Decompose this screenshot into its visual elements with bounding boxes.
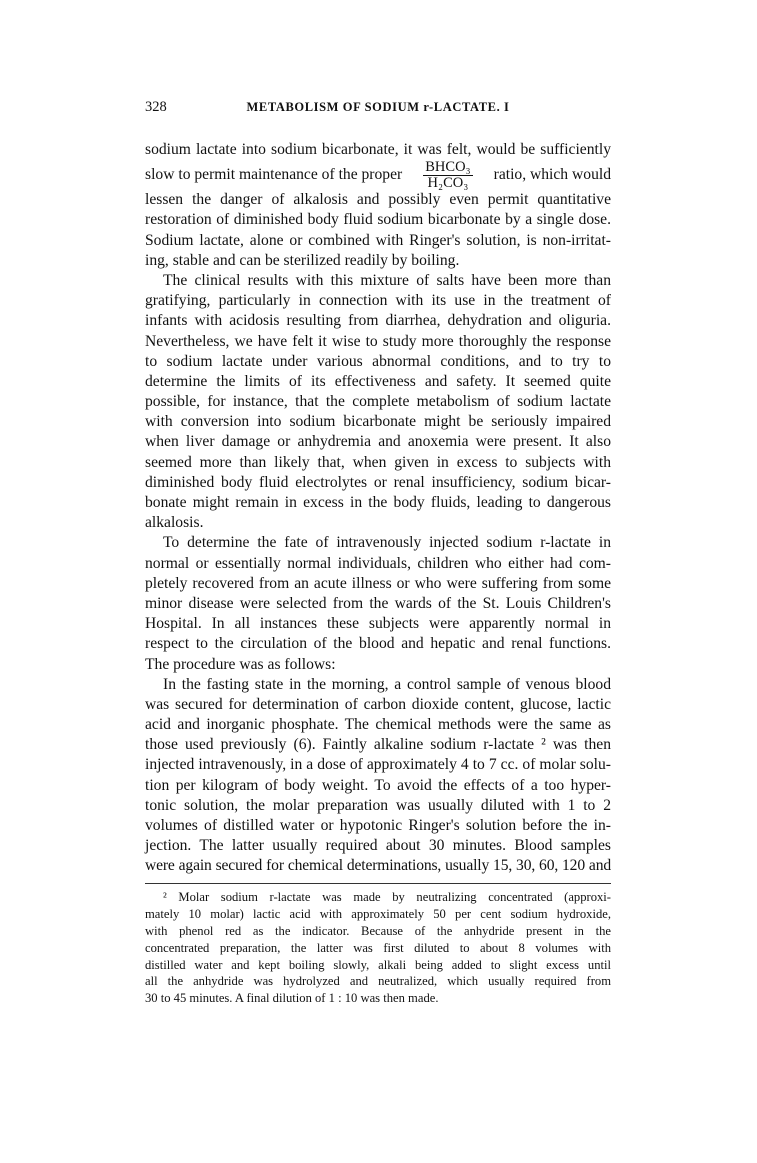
text-segment: slow to permit maintenance of the proper (145, 166, 403, 184)
text-line: normal or essentially normal individuals, children who either had com- (145, 554, 611, 572)
text-line: infants with acidosis resulting from diarrhea, dehydration and oliguria. (145, 312, 611, 330)
text-line: seemed more than likely that, when given in excess to subjects with (145, 453, 611, 471)
paragraph-2 (145, 271, 611, 533)
text-line: minor disease were selected from the wards of the St. Louis Children's (145, 594, 611, 612)
text-line: lessen the danger of alkalosis and possibly even permit quantitative (145, 191, 611, 209)
text-line: In the fasting state in the morning, a control sample of venous blood (163, 675, 611, 693)
text-line: with phenol red as the indicator. Because of the anhydride present in the (145, 923, 611, 938)
text-line: respect to the circulation of the blood and hepatic and renal functions. (145, 635, 611, 653)
text-line: to sodium lactate under various abnormal conditions, and to try to (145, 352, 611, 370)
text-line: determine the limits of its effectiveness and safety. It seemed quite (145, 372, 611, 390)
body-text (145, 140, 611, 877)
text-line: all the anhydride was hydrolyzed and neutralized, which usually required from (145, 974, 611, 989)
text-line: alkalosis. (145, 514, 204, 532)
text-line: distilled water and kept boiling slowly, alkali being added to slight excess until (145, 957, 611, 972)
text-line: restoration of diminished body fluid sodium bicarbonate by a single dose. (145, 211, 611, 229)
text-line: sodium lactate into sodium bicarbonate, it was felt, would be sufficiently (145, 141, 611, 158)
text-line: acid and inorganic phosphate. The chemical methods were the same as (145, 716, 611, 734)
text-line: tonic solution, the molar preparation was usually diluted with 1 to 2 (145, 796, 611, 814)
page-number: 328 (145, 99, 167, 115)
text-line: Nevertheless, we have felt it wise to study more thoroughly the response (145, 332, 611, 350)
text-segment: ratio, which would (493, 166, 611, 184)
text-line: concentrated preparation, the latter was first diluted to about 8 volumes with (145, 940, 611, 955)
text-line: diminished body fluid electrolytes or renal insufficiency, sodium bicar- (145, 473, 611, 491)
text-line: when liver damage or anhydremia and anoxemia were present. It also (145, 433, 611, 451)
text-line: volumes of distilled water or hypotonic Ringer's solution before the in- (145, 817, 611, 834)
running-header (145, 97, 611, 117)
text-line: was secured for determination of carbon dioxide content, glucose, lactic (145, 695, 611, 713)
text-line: those used previously (6). Faintly alkaline sodium r-lactate ² was then (145, 736, 611, 754)
text-line: injected intravenously, in a dose of approximately 4 to 7 cc. of molar solu- (145, 756, 611, 774)
text-line: bonate might remain in excess in the body fluids, leading to dangerous (145, 494, 611, 511)
text-line-with-fraction (145, 160, 611, 190)
footnote (145, 889, 611, 1007)
text-line: were again secured for chemical determinations, usually 15, 30, 60, 120 and (145, 857, 611, 875)
ratio-fraction (423, 160, 472, 190)
running-title: METABOLISM OF SODIUM r-LACTATE. I (246, 100, 510, 114)
fraction-numerator: BHCO₃ (425, 159, 471, 176)
text-line: with conversion into sodium bicarbonate might be seriously impaired (145, 413, 611, 431)
text-line: Sodium lactate, alone or combined with Ringer's solution, is non-irritat- (145, 231, 611, 249)
text-line: mately 10 molar) lactic acid with approximately 50 per cent sodium hydroxide, (145, 906, 611, 921)
text-line: jection. The latter usually required about 30 minutes. Blood samples (145, 837, 611, 855)
text-line: 30 to 45 minutes. A final dilution of 1 : 10 was then made. (145, 991, 439, 1006)
text-line: tion per kilogram of body weight. To avoid the effects of a too hyper- (145, 776, 611, 794)
text-line: gratifying, particularly in connection with its use in the treatment of (145, 292, 611, 310)
text-line: pletely recovered from an acute illness or who were suffering from some (145, 574, 611, 592)
paragraph-4 (145, 675, 611, 877)
paragraph-1 (145, 190, 611, 271)
text-line: ² Molar sodium r-lactate was made by neutralizing concentrated (approxi- (163, 890, 611, 904)
fraction-denominator: H₂CO₃ (427, 174, 469, 191)
text-line: ing, stable and can be sterilized readily by boiling. (145, 251, 460, 269)
text-line: The clinical results with this mixture of salts have been more than (163, 271, 611, 289)
paragraph-3 (145, 533, 611, 674)
text-line: possible, for instance, that the complete metabolism of sodium lactate (145, 393, 611, 411)
footnote-separator (145, 883, 611, 884)
text-line: Hospital. In all instances these subjects were apparently normal in (145, 615, 611, 633)
text-line: To determine the fate of intravenously injected sodium r-lactate in (163, 534, 611, 552)
text-line: The procedure was as follows: (145, 655, 336, 673)
